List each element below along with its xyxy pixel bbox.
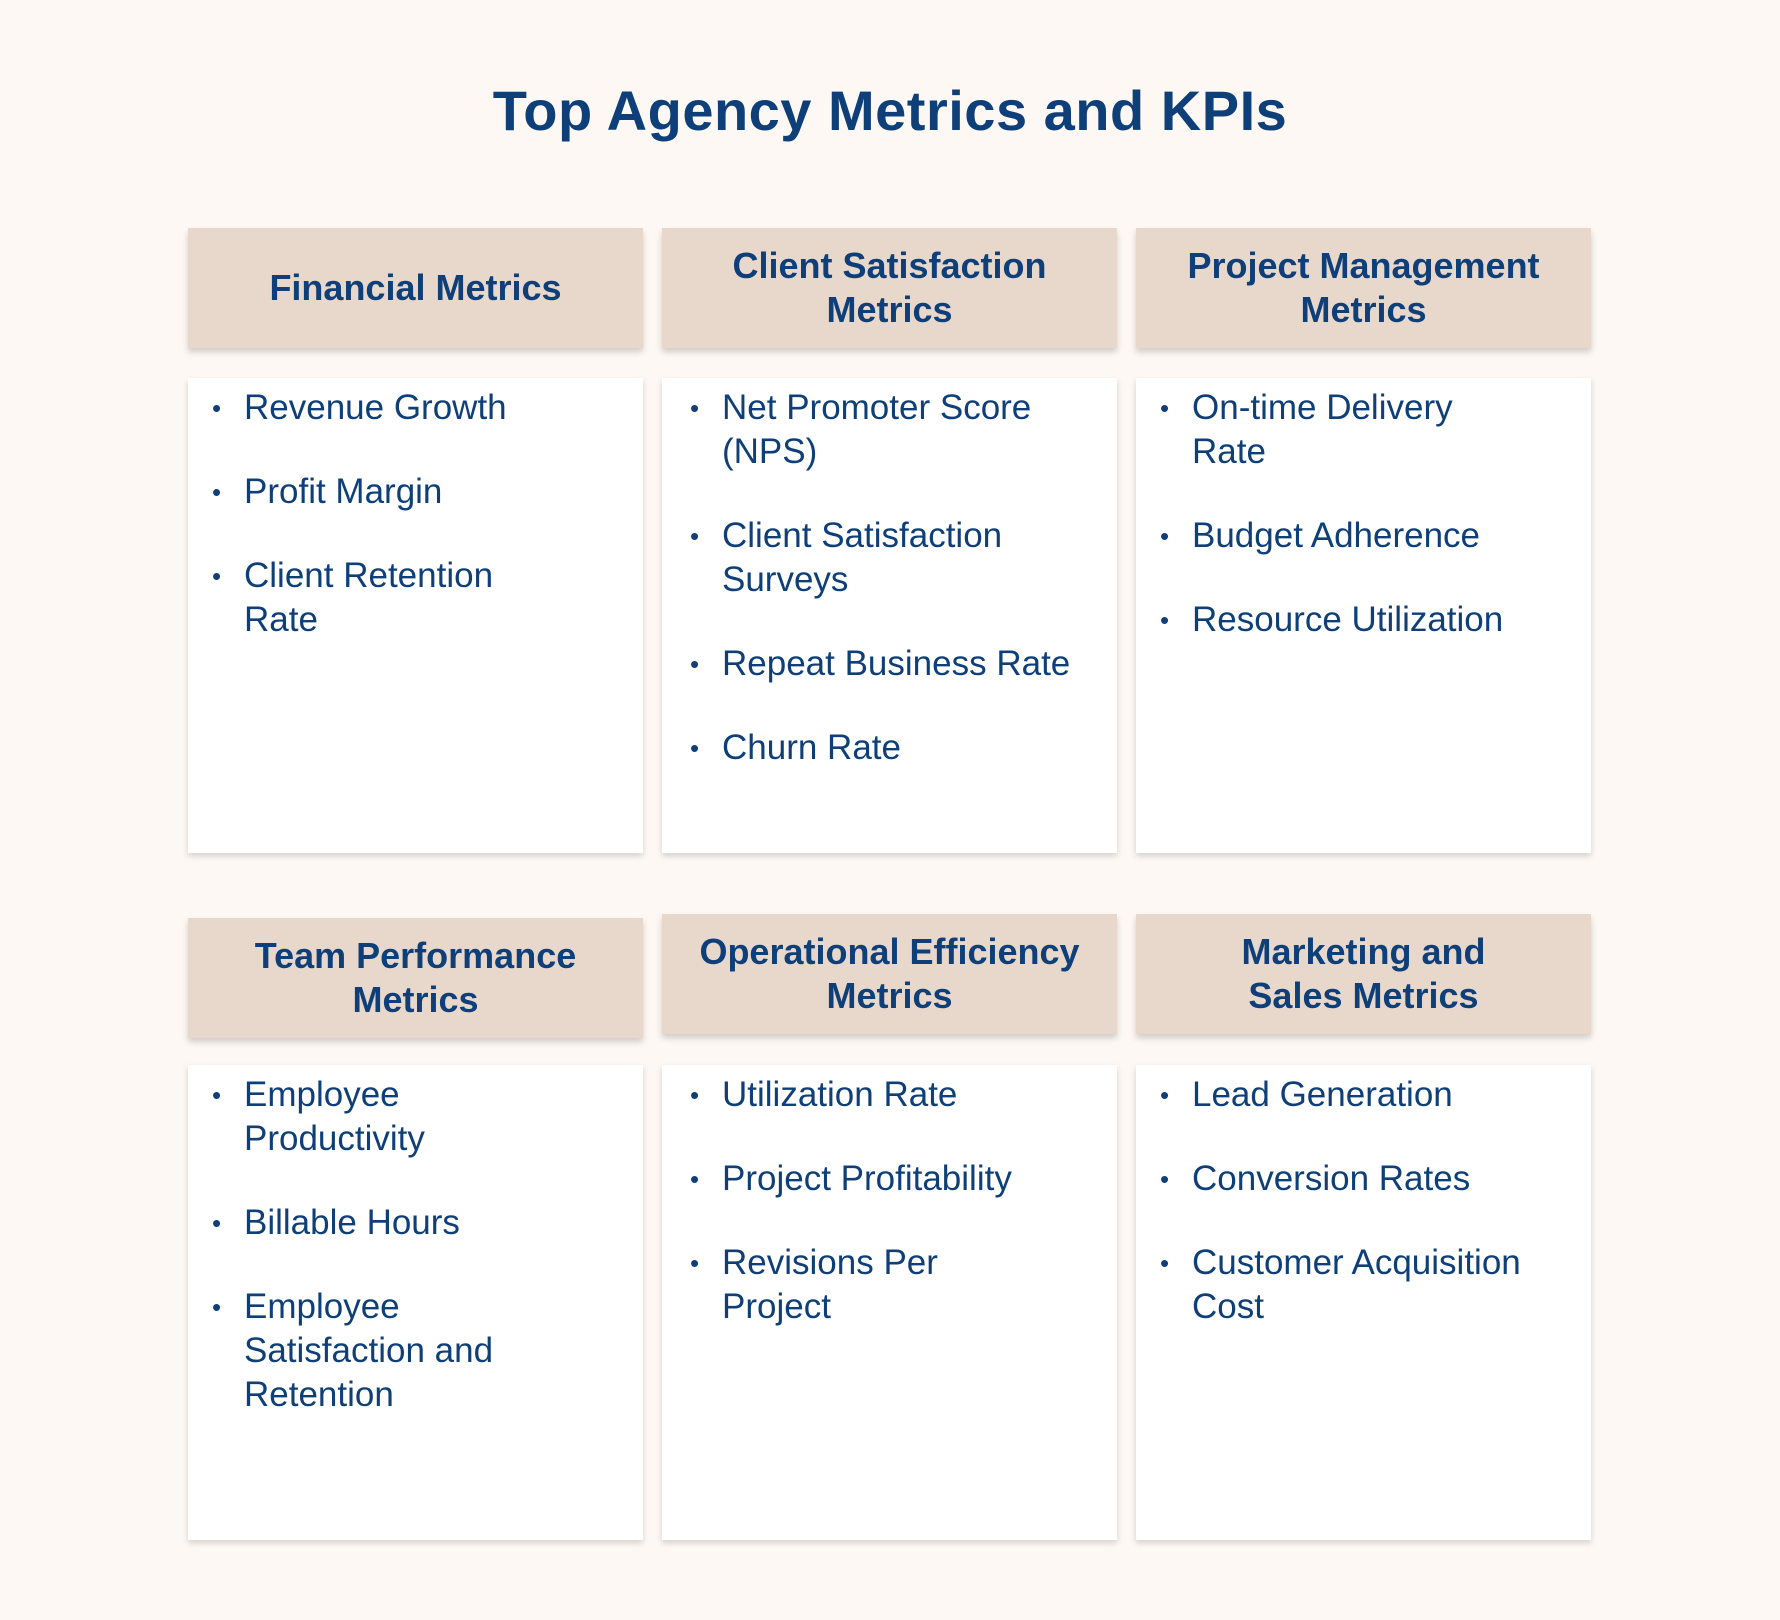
list-item: • Revenue Growth	[212, 386, 623, 430]
list-item: • Lead Generation	[1160, 1073, 1571, 1117]
list-item: • Employee Satisfaction and Retention	[212, 1287, 494, 1414]
bullet-icon: •	[690, 521, 700, 551]
bullet-icon: •	[690, 1248, 700, 1278]
bullet-icon: •	[1160, 521, 1170, 551]
bullet-icon: •	[1160, 1248, 1170, 1278]
card-header-financial	[188, 228, 643, 348]
list-item: • Customer Acquisition Cost	[1160, 1243, 1521, 1326]
page-title: Top Agency Metrics and KPIs	[492, 79, 1288, 142]
metric-list	[690, 386, 1097, 770]
card-header-project-management	[1136, 228, 1591, 348]
card-header-client-satisfaction	[662, 228, 1117, 348]
card-header-label: Client Satisfaction Metrics	[732, 245, 1047, 330]
list-item: • Resource Utilization	[1160, 598, 1571, 642]
list-item: • Project Profitability	[690, 1157, 1097, 1201]
metric-list	[1160, 1073, 1571, 1329]
card-header-label: Financial Metrics	[269, 267, 562, 308]
card-header-label: Team Performance Metrics	[254, 935, 577, 1020]
metric-list	[1160, 386, 1571, 642]
bullet-icon: •	[690, 1080, 700, 1110]
card-header-label: Project Management Metrics	[1187, 245, 1540, 330]
list-item: • Net Promoter Score (NPS)	[690, 388, 1032, 471]
list-item: • Churn Rate	[690, 726, 1097, 770]
card-header-operational-efficiency	[662, 914, 1117, 1034]
list-item: • Billable Hours	[212, 1201, 623, 1245]
card-header-team-performance	[188, 918, 643, 1038]
card-header-label: Operational Efficiency Metrics	[699, 931, 1080, 1016]
bullet-icon: •	[212, 393, 222, 423]
list-item: • Client Retention Rate	[212, 556, 494, 639]
metric-list	[212, 386, 623, 642]
list-item: • Repeat Business Rate	[690, 642, 1097, 686]
bullet-icon: •	[212, 1208, 222, 1238]
bullet-icon: •	[212, 561, 222, 591]
bullet-icon: •	[212, 1080, 222, 1110]
list-item: • Conversion Rates	[1160, 1157, 1571, 1201]
metric-list	[212, 1073, 623, 1417]
bullet-icon: •	[690, 649, 700, 679]
bullet-icon: •	[1160, 393, 1170, 423]
bullet-icon: •	[212, 477, 222, 507]
list-item: • Budget Adherence	[1160, 514, 1571, 558]
bullet-icon: •	[690, 733, 700, 763]
card-body-client-satisfaction	[662, 378, 1117, 853]
list-item: • Employee Productivity	[212, 1075, 425, 1158]
bullet-icon: •	[212, 1292, 222, 1322]
card-header-marketing-sales	[1136, 914, 1591, 1034]
card-body-operational-efficiency	[662, 1065, 1117, 1540]
metric-list	[690, 1073, 1097, 1329]
list-item: • Client Satisfaction Surveys	[690, 516, 1003, 599]
bullet-icon: •	[1160, 605, 1170, 635]
card-body-financial	[188, 378, 643, 853]
card-body-project-management	[1136, 378, 1591, 853]
card-body-marketing-sales	[1136, 1065, 1591, 1540]
list-item: • Profit Margin	[212, 470, 623, 514]
list-item: • Utilization Rate	[690, 1073, 1097, 1117]
bullet-icon: •	[690, 1164, 700, 1194]
card-header-label: Marketing and Sales Metrics	[1241, 931, 1486, 1016]
list-item: • Revisions Per Project	[690, 1243, 938, 1326]
bullet-icon: •	[1160, 1164, 1170, 1194]
list-item: • On-time Delivery Rate	[1160, 388, 1453, 471]
bullet-icon: •	[1160, 1080, 1170, 1110]
card-body-team-performance	[188, 1065, 643, 1540]
bullet-icon: •	[690, 393, 700, 423]
